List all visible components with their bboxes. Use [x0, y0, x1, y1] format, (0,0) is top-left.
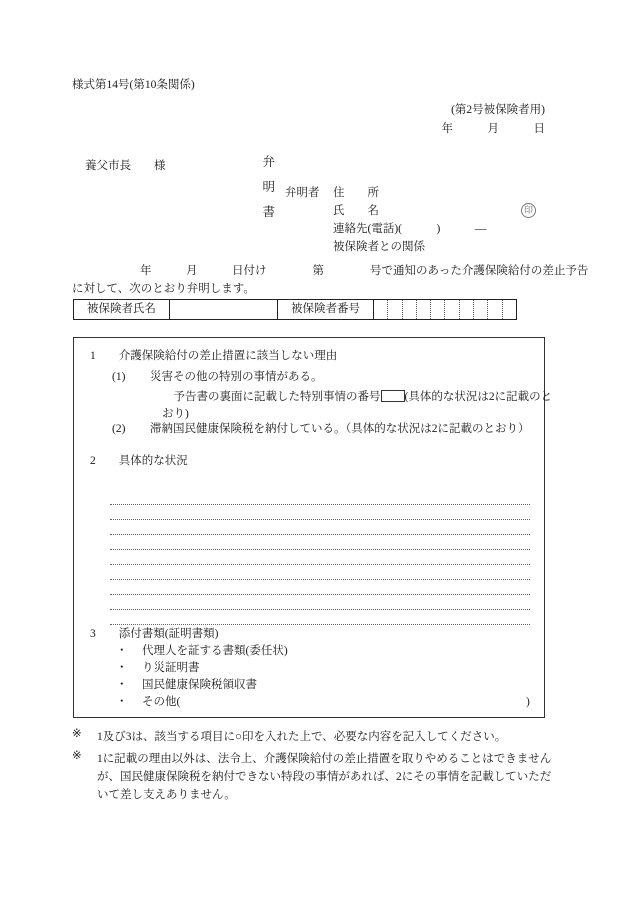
section-1-item-a-sub [162, 389, 562, 422]
attachment-item-4[interactable] [116, 697, 180, 709]
insured-name-input[interactable] [170, 300, 278, 319]
writing-line[interactable] [110, 595, 530, 610]
writing-line[interactable] [110, 535, 530, 550]
insured-number-cell[interactable] [460, 300, 474, 319]
form-number: 様式第14号(第10条関係) [72, 79, 195, 91]
attachment-item-2[interactable] [116, 663, 200, 675]
attachment-item-2-label: り災証明書 [142, 662, 200, 674]
attachment-item-4-label: その他( [142, 696, 181, 708]
insured-number-cell[interactable] [374, 300, 388, 319]
document-title-char-3: 書 [262, 204, 276, 219]
document-title-char-1: 弁 [262, 154, 276, 169]
insured-person-table [73, 299, 517, 320]
attachment-item-4-closing-paren: ) [526, 696, 530, 708]
section-2-heading [90, 456, 188, 468]
section-1-item-b-text[interactable]: 滞納国民健康保険税を納付している。（具体的な状況は2に記載のとおり） [150, 423, 530, 435]
section-1-item-b-marker: (2) [112, 423, 126, 435]
declarant-phone-label: 連絡先(電話)( ) ― [333, 223, 487, 235]
section-2-number: 2 [90, 455, 96, 467]
insured-number-cell[interactable] [503, 300, 516, 319]
writing-line[interactable] [110, 550, 530, 565]
section-3-number: 3 [90, 628, 96, 640]
bullet-icon: ・ [116, 645, 128, 657]
writing-line[interactable] [110, 565, 530, 580]
note-2-mark: ※ [72, 750, 82, 762]
seal-stamp-icon [521, 203, 536, 218]
attachment-item-3[interactable] [116, 680, 257, 692]
seal-glyph: 印 [521, 203, 536, 218]
insured-number-cell[interactable] [417, 300, 431, 319]
statement-line-2: に対して、次のとおり弁明します。 [72, 283, 255, 295]
note-1-mark: ※ [72, 728, 82, 740]
bullet-icon: ・ [116, 662, 128, 674]
writing-line[interactable] [110, 505, 530, 520]
statement-line-1: 年 月 日付け 第 号で通知のあった介護保険給付の差止予告 [140, 265, 589, 277]
section-1-item-a-text[interactable]: 災害その他の特別の事情がある。 [150, 371, 323, 383]
header-date-line: 年 月 日 [441, 123, 545, 135]
writing-line[interactable] [110, 610, 530, 625]
section-1-heading [90, 351, 337, 363]
writing-line[interactable] [110, 520, 530, 535]
special-circumstance-number-box[interactable] [381, 390, 405, 402]
insured-number-label: 被保険者番号 [278, 300, 374, 319]
section-1-item-a-sub-after: (具体的な状況は2に記載のとおり) [162, 391, 553, 420]
insured-number-cell[interactable] [474, 300, 488, 319]
note-1-text: 1及び3は、該当する項目に○印を入れた上で、必要な内容を記入してください。 [97, 731, 507, 743]
bullet-icon: ・ [116, 696, 128, 708]
writing-line[interactable] [110, 580, 530, 595]
insured-kind-label: (第2号被保険者用) [451, 104, 545, 116]
section-3-heading [90, 629, 218, 641]
attachment-item-3-label: 国民健康保険税領収書 [142, 679, 257, 691]
section-1-item-a-sub-before: 予告書の裏面に記載した特別事情の番号 [173, 391, 381, 403]
section-3-title: 添付書類(証明書類) [118, 628, 219, 640]
declarant-address-label: 住 所 [333, 187, 379, 199]
declarant-name-label: 氏 名 [333, 205, 379, 217]
document-title-char-2: 明 [262, 179, 276, 194]
attachment-item-1-label: 代理人を証する書類(委任状) [142, 645, 288, 657]
section-2-title: 具体的な状況 [118, 455, 188, 467]
section-2-writing-area[interactable] [110, 490, 530, 625]
addressee: 養父市長 様 [85, 160, 166, 172]
writing-line[interactable] [110, 490, 530, 505]
declarant-relationship-label: 被保険者との関係 [333, 241, 425, 253]
section-1-number: 1 [90, 350, 96, 362]
insured-name-label: 被保険者氏名 [74, 300, 170, 319]
section-1-title: 介護保険給付の差止措置に該当しない理由 [118, 350, 338, 362]
declarant-label: 弁明者 [285, 187, 320, 199]
bullet-icon: ・ [116, 679, 128, 691]
main-content-box [73, 337, 553, 718]
note-2-text: 1に記載の理由以外は、法令上、介護保険給付の差止措置を取りやめることはできませんが、国民健康保険税を納付できない特段の事情があれば、2にその事情を記載していただいて差し支えありません。 [97, 753, 552, 801]
insured-number-cell[interactable] [388, 300, 402, 319]
insured-number-cell[interactable] [431, 300, 445, 319]
insured-number-cells [374, 300, 516, 319]
section-1-item-a-marker: (1) [112, 371, 126, 383]
insured-number-cell[interactable] [488, 300, 502, 319]
insured-number-cell[interactable] [403, 300, 417, 319]
insured-number-cell[interactable] [445, 300, 459, 319]
attachment-item-1[interactable] [116, 646, 288, 658]
